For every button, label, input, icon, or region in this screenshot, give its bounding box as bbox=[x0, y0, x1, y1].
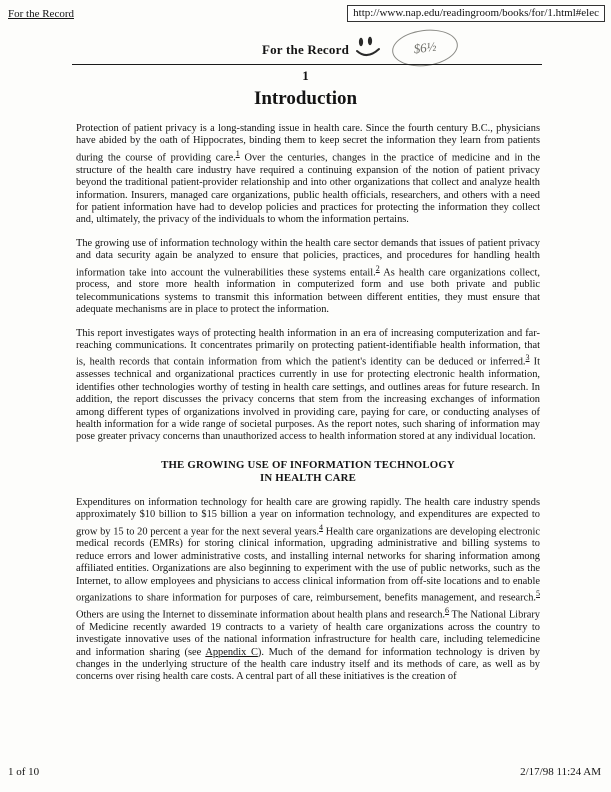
print-header-url: http://www.nap.edu/readingroom/books/for/1.html#elec bbox=[347, 5, 605, 22]
page-indicator: 1 of 10 bbox=[8, 766, 40, 778]
smiley-doodle-icon bbox=[352, 36, 382, 67]
section-heading-line1: THE GROWING USE OF INFORMATION TECHNOLOGY bbox=[161, 458, 455, 471]
paragraph-text: Others are using the Internet to disseminate information about health plans and research. bbox=[76, 609, 446, 621]
paragraph-text: ). Much of the demand for information technology is driven by changes in the underlying structure of the health care industry itself and its methods of care, as well as by concerns over rising health care costs. A central part of all these initiatives is the creation of bbox=[76, 646, 540, 683]
paragraph-text: Expenditures on information technology for health care are growing rapidly. The health care industry spends approximately $10 billion to $15 billion a year on information technology, and expenditures are expected to grow by 15 to 20 percent a year for the next several years. bbox=[76, 496, 540, 538]
header-rule bbox=[72, 64, 542, 65]
paragraph bbox=[76, 497, 540, 684]
footnote-link-5[interactable]: 5 bbox=[536, 589, 540, 599]
paragraph-text: It assesses technical and organizational practices currently in use for protecting electronic health information, identifies other technologies worthy of testing in health care settings, and outlines areas for future research. In addition, the report discusses the privacy concerns that stem from the increasing exchanges of information among different types of organizations involved in providing care, paying for care, or conducting analyses of health information for a wide range of societal purposes. As the report notes, such sharing of information may pose greater privacy concerns than unauthorized access to health information stored at any individual location. bbox=[76, 356, 540, 443]
handwritten-annotation-text: $6½ bbox=[412, 38, 438, 57]
paragraph-text: The National Library of Medicine recently awarded 19 contracts to a variety of health care organizations across the country to investigate innovative uses of the national information infrastructure for health care, including telemedicine and information sharing (see bbox=[76, 609, 540, 658]
section-heading-line2: IN HEALTH CARE bbox=[260, 471, 356, 484]
book-title: For the Record bbox=[261, 42, 350, 57]
paragraph-text: This report investigates ways of protecting health information in an era of increasing computerization and far-reaching communications. It concentrates primarily on protecting patient-identifiable health information, that is, health records that contain information from which the patient's identity can be deduced or inferred. bbox=[76, 327, 540, 368]
paragraph-text: As health care organizations collect, process, and store more health information in computerized form and use both private and public telecommunications systems to transmit this information between different entities, they must ensure that adequate mechanisms are in place to protect the information. bbox=[76, 267, 540, 316]
chapter-number: 1 bbox=[302, 68, 309, 83]
paragraph bbox=[76, 328, 540, 444]
footnote-link-3[interactable]: 3 bbox=[525, 353, 530, 363]
print-footer bbox=[8, 766, 601, 778]
print-header bbox=[8, 5, 605, 22]
paragraph-text: Health care organizations are developing electronic medical records (EMRs) for storing clinical information, upgrading administrative and billing systems to reduce errors and lower administrative costs, and installing internal networks for sharing information among affiliated entities. Organizations are also beginning to experiment with the use of public networks, such as the Internet, to allow employees and physicians to access clinical information from off-site locations and to enable organizations to share information for purposes of care, reimbursement, benefits management, and research. bbox=[76, 526, 540, 604]
footnote-link-1[interactable]: 1 bbox=[235, 148, 240, 158]
print-timestamp: 2/17/98 11:24 AM bbox=[520, 766, 601, 778]
running-head bbox=[0, 38, 611, 59]
footnote-link-2[interactable]: 2 bbox=[375, 263, 380, 273]
paragraph bbox=[76, 238, 540, 317]
paragraph bbox=[76, 123, 540, 227]
body-content bbox=[76, 123, 540, 695]
print-header-title: For the Record bbox=[8, 8, 74, 20]
section-heading bbox=[76, 459, 540, 485]
chapter-title: Introduction bbox=[253, 88, 358, 109]
paragraph-text: Protection of patient privacy is a long-standing issue in health care. Since the fourth century B.C., physicians have abided by the oath of Hippocrates, binding them to keep secret the information they learn from patients during the course of providing care. bbox=[76, 123, 540, 164]
paragraph-text: The growing use of information technology within the health care sector demands that issues of patient privacy and data security again be analyzed to ensure that policies, practices, and procedures for handling health information take into account the vulnerabilities these systems entail. bbox=[76, 237, 540, 278]
paragraph-text: Over the centuries, changes in the practice of medicine and in the structure of the health care industry have required a continuing expansion of the notion of patient privacy beyond the traditional patient-provider relationship and into other organizations that collect and analyze health information. Insurers, managed care organizations, public health officials, researchers, and others with a need for patient information have had to develop policies and practices for protecting the information they collect and, ultimately, the privacy of the individuals to whom the information pertains. bbox=[76, 152, 541, 226]
footnote-link-6[interactable]: 6 bbox=[445, 605, 450, 615]
appendix-c-link[interactable]: Appendix C bbox=[205, 646, 258, 658]
footnote-link-4[interactable]: 4 bbox=[319, 522, 324, 532]
